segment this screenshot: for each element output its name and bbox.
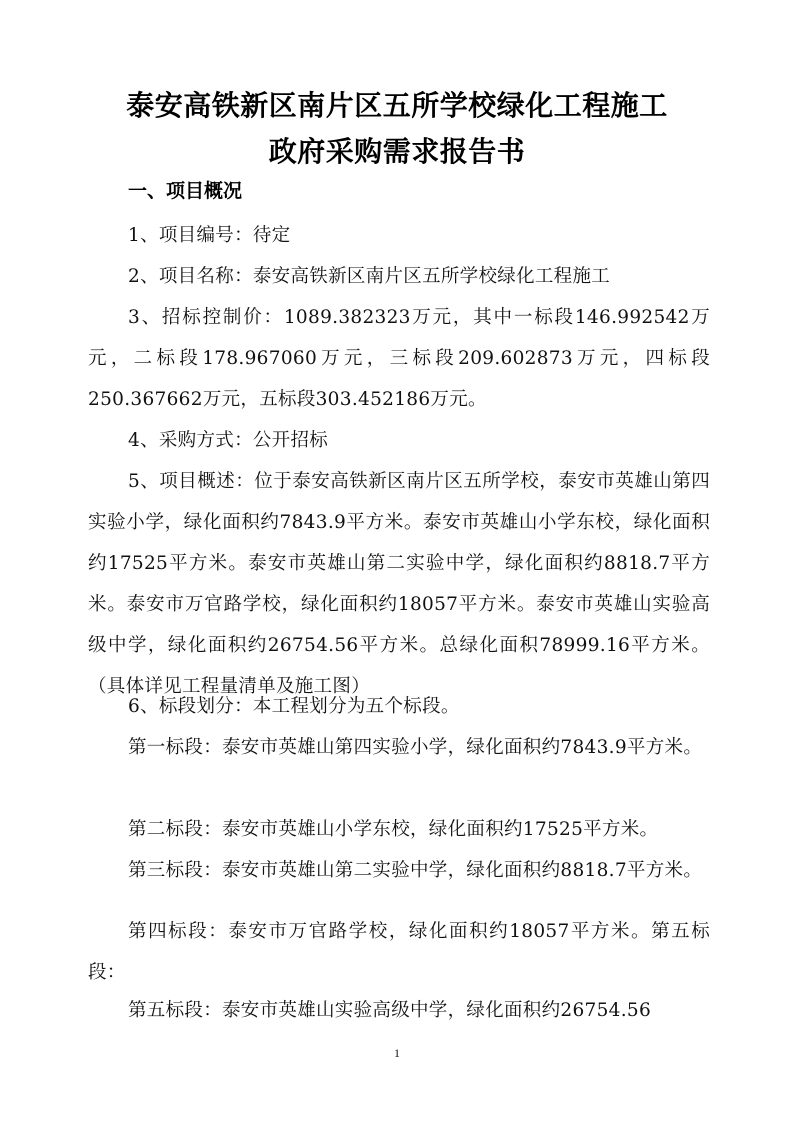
item-procurement-method: 4、采购方式：公开招标 — [128, 430, 329, 451]
lot-1-description: 第一标段：泰安市英雄山第四实验小学，绿化面积约7843.9平方米。 — [128, 737, 703, 758]
page-number: 1 — [394, 1046, 400, 1060]
item-control-price: 3、招标控制价：1089.382323万元，其中一标段146.992542万元，二标段178.967060万元，三标段209.602873万元，四标段250.367662万元，五标段303.452186万元。 — [88, 307, 710, 410]
item-lot-division: 6、标段划分：本工程划分为五个标段。 — [128, 696, 460, 717]
section-heading-project-overview: 一、项目概况 — [128, 180, 243, 202]
document-title-line2: 政府采购需求报告书 — [268, 135, 526, 168]
lot-3-description: 第三标段：泰安市英雄山第二实验中学，绿化面积约8818.7平方米。 — [128, 860, 703, 881]
lot-4-description: 第四标段：泰安市万官路学校，绿化面积约18057平方米。第五标段： — [88, 921, 710, 983]
document-title-line1: 泰安高铁新区南片区五所学校绿化工程施工 — [126, 89, 668, 122]
lot-5-description: 第五标段：泰安市英雄山实验高级中学，绿化面积约26754.56 — [128, 1000, 652, 1021]
item-project-name: 2、项目名称：泰安高铁新区南片区五所学校绿化工程施工 — [128, 266, 611, 287]
item-project-overview: 5、项目概述：位于泰安高铁新区南片区五所学校，泰安市英雄山第四实验小学，绿化面积约7843.9平方米。泰安市英雄山小学东校，绿化面积约17525平方米。泰安市英雄山第二实验中学，绿化面积约8818.7平方米。泰安市万官路学校，绿化面积约18057平方米。泰安市英雄山实验高级中学，绿化面积约26754.56平方米。总绿化面积78999.16平方米。（具体详见工程量清单及施工图） — [88, 471, 710, 697]
item-project-number: 1、项目编号：待定 — [128, 225, 291, 246]
lot-2-description: 第二标段：泰安市英雄山小学东校，绿化面积约17525平方米。 — [128, 819, 659, 840]
